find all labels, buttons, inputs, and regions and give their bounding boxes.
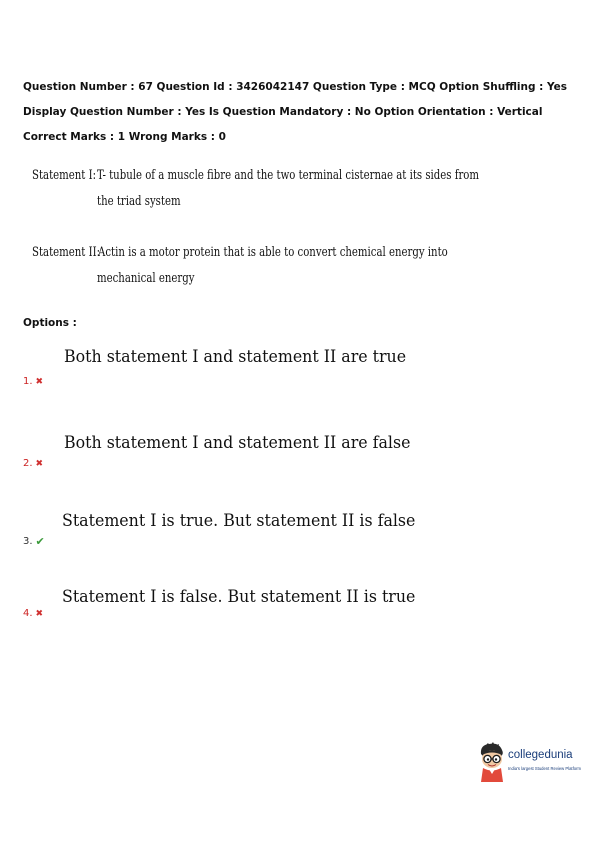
statement-2-text-line-2: mechanical energy [97,271,195,286]
statement-2-text-line-1: Actin is a motor protein that is able to convert chemical energy into [98,245,448,260]
question-meta-line-1: Question Number : 67 Question Id : 3426042147 Question Type : MCQ Option Shuffling : Yes [23,81,568,93]
statement-1-text-line-1: T- tubule of a muscle fibre and the two terminal cisternae at its sides from [97,168,480,183]
question-marks-line: Correct Marks : 1 Wrong Marks : 0 [23,131,226,143]
option-1-marker [23,376,43,387]
cross-icon: ✖ [35,376,44,387]
options-heading: Options : [23,317,77,329]
option-1-number: 1. [23,376,33,387]
option-4-number: 4. [23,608,33,619]
option-3-marker [23,535,45,548]
option-3-text: Statement I is true. But statement II is false [62,511,416,531]
option-3-number: 3. [23,536,33,547]
brand-tagline: India's largest Student Review Platform [508,766,581,771]
statement-1-label: Statement I: [32,168,97,183]
question-meta-line-2: Display Question Number : Yes Is Question Mandatory : No Option Orientation : Vertical [23,106,543,118]
cross-icon: ✖ [35,458,44,469]
collegedunia-logo [477,742,589,782]
option-1-text: Both statement I and statement II are true [64,347,407,367]
option-2-text: Both statement I and statement II are false [64,433,411,453]
check-icon: ✔ [35,535,45,548]
mascot-icon [477,742,507,782]
statement-1-text-line-2: the triad system [97,194,181,209]
option-2-number: 2. [23,458,33,469]
option-4-marker [23,608,43,619]
option-2-marker [23,458,43,469]
option-4-text: Statement I is false. But statement II is true [62,587,416,607]
brand-name: collegedunia [508,749,573,761]
cross-icon: ✖ [35,608,44,619]
statement-2-label: Statement II: [32,245,101,260]
